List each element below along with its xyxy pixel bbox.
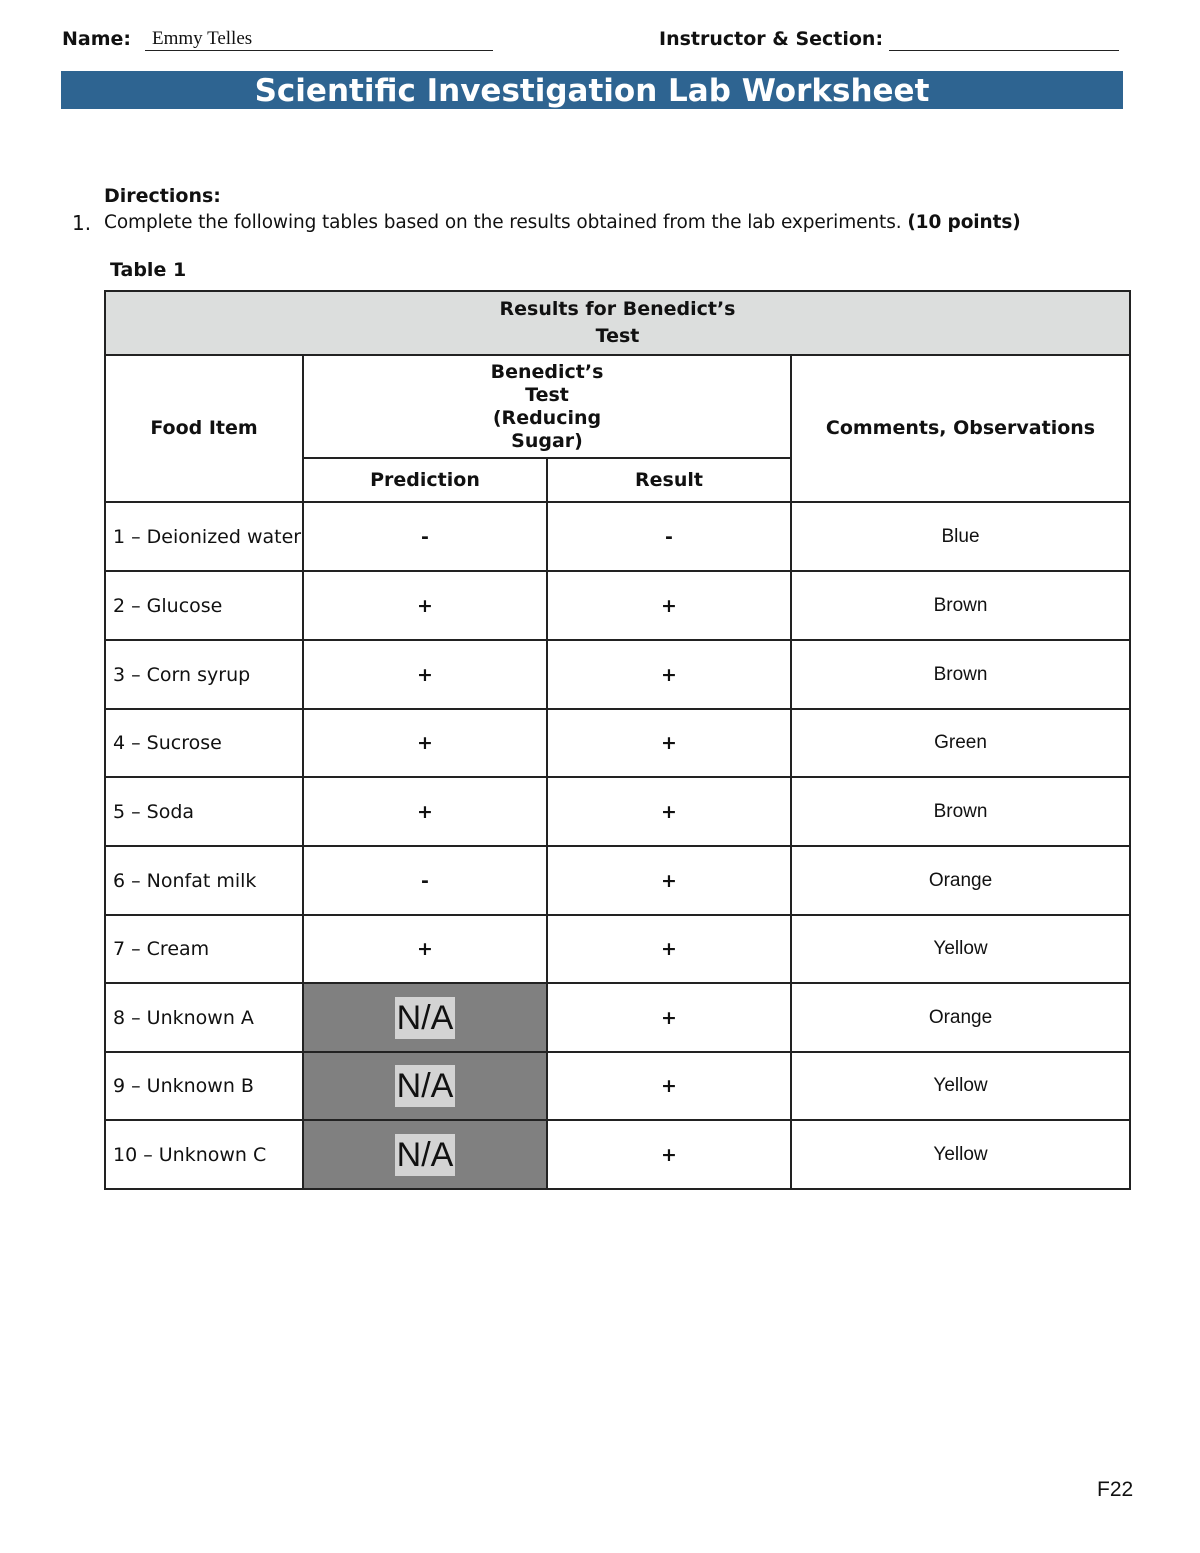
- prediction-cell: +: [303, 709, 547, 777]
- direction-item-text: [104, 212, 1021, 233]
- result-cell: +: [547, 915, 791, 983]
- worksheet-title: Scientific Investigation Lab Worksheet: [61, 71, 1123, 109]
- food-item: 3 – Corn syrup: [105, 640, 303, 709]
- comment-cell: Yellow: [791, 1120, 1130, 1189]
- food-item: 8 – Unknown A: [105, 983, 303, 1052]
- table-row: [105, 915, 1130, 983]
- table-row: [105, 640, 1130, 709]
- instructor-underline: [889, 50, 1119, 51]
- table-row: [105, 709, 1130, 777]
- na-label: N/A: [396, 998, 454, 1037]
- direction-item-points: (10 points): [907, 212, 1021, 233]
- comment-cell: Brown: [791, 640, 1130, 709]
- result-cell: +: [547, 1052, 791, 1120]
- benedicts-results-table: [104, 290, 1131, 1190]
- col-header-comments: Comments, Observations: [791, 355, 1130, 502]
- col-header-test-line2: Test: [525, 383, 569, 406]
- comment-cell: Orange: [791, 983, 1130, 1052]
- col-header-test-line4: Sugar): [511, 429, 583, 452]
- instructor-label: Instructor & Section:: [659, 28, 884, 50]
- result-cell: +: [547, 640, 791, 709]
- directions-label: Directions:: [104, 185, 221, 207]
- prediction-cell: +: [303, 777, 547, 846]
- food-item: 10 – Unknown C: [105, 1120, 303, 1189]
- table-title-line2: Test: [595, 325, 640, 347]
- prediction-cell: -: [303, 502, 547, 571]
- comment-cell: Green: [791, 709, 1130, 777]
- direction-item-body: Complete the following tables based on the results obtained from the lab experiments.: [104, 212, 902, 233]
- col-header-prediction: Prediction: [303, 458, 547, 502]
- name-label: Name:: [62, 28, 132, 50]
- table-row: [105, 1052, 1130, 1120]
- comment-cell: Yellow: [791, 915, 1130, 983]
- col-header-test: [303, 355, 791, 458]
- prediction-cell: -: [303, 846, 547, 915]
- col-header-test-line3: (Reducing: [492, 406, 602, 429]
- col-header-test-line1: Benedict’s: [490, 360, 604, 383]
- table-row: [105, 846, 1130, 915]
- prediction-cell: +: [303, 640, 547, 709]
- na-label: N/A: [396, 1067, 454, 1105]
- result-cell: +: [547, 846, 791, 915]
- comment-cell: Orange: [791, 846, 1130, 915]
- result-cell: +: [547, 777, 791, 846]
- comment-cell: Blue: [791, 502, 1130, 571]
- food-item: 4 – Sucrose: [105, 709, 303, 777]
- food-item: 6 – Nonfat milk: [105, 846, 303, 915]
- table-row: [105, 1120, 1130, 1189]
- col-header-food: Food Item: [105, 355, 303, 502]
- comment-cell: Brown: [791, 571, 1130, 640]
- result-cell: +: [547, 709, 791, 777]
- table-row: [105, 777, 1130, 846]
- name-value: Emmy Telles: [152, 28, 253, 49]
- prediction-cell: +: [303, 571, 547, 640]
- result-cell: -: [547, 502, 791, 571]
- col-header-result: Result: [547, 458, 791, 502]
- direction-item-number: 1.: [72, 211, 92, 235]
- table-row: [105, 502, 1130, 571]
- comment-cell: Brown: [791, 777, 1130, 846]
- food-item: 2 – Glucose: [105, 571, 303, 640]
- prediction-cell-na: [303, 983, 547, 1052]
- table-title: [105, 291, 1130, 355]
- prediction-cell-na: [303, 1052, 547, 1120]
- footer-code: F22: [1097, 1478, 1134, 1501]
- table-row: [105, 571, 1130, 640]
- table-caption: Table 1: [110, 259, 187, 281]
- prediction-cell-na: [303, 1120, 547, 1189]
- food-item: 7 – Cream: [105, 915, 303, 983]
- table-row: [105, 983, 1130, 1052]
- result-cell: +: [547, 1120, 791, 1189]
- table-title-line1: Results for Benedict’s: [499, 298, 736, 320]
- name-underline: [145, 50, 493, 51]
- result-cell: +: [547, 571, 791, 640]
- food-item: 9 – Unknown B: [105, 1052, 303, 1120]
- na-label: N/A: [396, 1135, 454, 1174]
- comment-cell: Yellow: [791, 1052, 1130, 1120]
- food-item: 5 – Soda: [105, 777, 303, 846]
- prediction-cell: +: [303, 915, 547, 983]
- result-cell: +: [547, 983, 791, 1052]
- food-item: 1 – Deionized water: [105, 502, 303, 571]
